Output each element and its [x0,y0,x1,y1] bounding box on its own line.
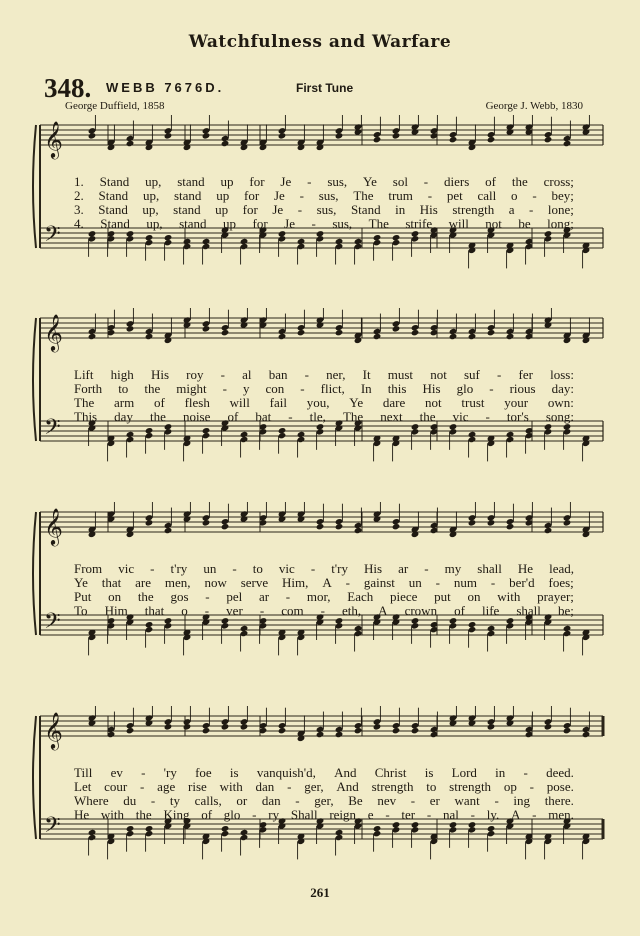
lyric-word: of [227,409,239,424]
lyric-word: of [201,807,213,822]
lyric-word: noise [182,409,211,424]
treble-clef-icon: 𝄞 [44,120,63,158]
lyric-word: ber'd [509,575,535,590]
lyric-word: Christ [374,765,407,780]
composer-credit: George J. Webb, 1830 [485,100,583,112]
lyric-word: cour [104,779,128,794]
lyric-word: with [497,589,521,604]
lyric-word: Lord [451,765,477,780]
lyric-word: Stand [98,202,128,217]
lyric-word: His [364,561,383,576]
lyric-word: dan [261,793,281,808]
lyric-word: - [485,409,490,424]
lyric-word: suf [463,367,480,382]
lyric-word: - [232,561,237,576]
lyric-word: lone; [547,202,574,217]
lyric-word: t'ry [170,561,188,576]
lyric-word: vic [278,561,295,576]
lyric-word: sus, [327,174,348,189]
lyric-word: A [511,807,521,822]
lyric-word: ger, [314,793,334,808]
lyric-word: lead, [549,561,574,576]
lyric-word: up [223,216,237,231]
lyric-word: 'ry [163,765,177,780]
lyric-word: Him [104,603,128,618]
lyric-word: - [490,575,496,590]
lyric-word: - [532,807,537,822]
lyric-word: trum [388,188,413,203]
lyric-word: next [380,409,403,424]
lyric-word: up [216,188,230,203]
lyric-block-4 [74,766,574,822]
lyric-word: - [204,603,210,618]
lyric-word: strife [405,216,433,231]
lyric-word: nev [377,793,397,808]
lyric-word: trust [461,395,485,410]
lyric-word: un [408,575,422,590]
lyric-word: must [387,367,414,382]
lyric-word: The [368,216,389,231]
lyric-word: want [454,793,480,808]
lyric-word: will [448,216,469,231]
lyric-word: up, [142,202,159,217]
lyric-word: - [532,188,537,203]
lyric-word: Lift [74,367,94,382]
lyric-word: that [144,603,165,618]
treble-clef-icon: 𝄞 [44,313,63,351]
lyric-word: 3. [74,202,84,217]
lyric-word: flict, [320,381,345,396]
lyric-word: in [395,202,406,217]
lyric-word: of [485,174,496,189]
lyric-word: for [243,188,260,203]
lyric-word: shall [516,603,541,618]
lyric-word: ry [268,807,280,822]
lyric-block-2 [74,368,574,424]
lyric-word: that [101,575,122,590]
lyric-word: this [387,381,407,396]
lyric-word: Stand [350,202,381,217]
lyric-word: foe [195,765,212,780]
lyric-word: for [242,202,258,217]
lyric-word: the [150,409,166,424]
lyric-word: - [140,779,145,794]
lyric-word: sus, [318,188,339,203]
lyric-word: - [311,216,316,231]
lyric-word: the [137,589,154,604]
lyric-word: cross; [543,174,574,189]
lyric-word: own: [547,395,574,410]
lyric-word: com [281,603,304,618]
lyric-word: His [150,367,169,382]
lyric-word: - [385,807,390,822]
lyric-word: is [229,765,239,780]
lyric-word: the [135,807,152,822]
lyric-word: - [320,603,325,618]
tune-label: First Tune [296,81,354,95]
lyric-word: of [153,395,165,410]
lyric-word: From [74,561,103,576]
lyric-word: my [444,561,462,576]
lyric-word: strength [452,202,495,217]
treble-clef-icon: 𝄞 [44,507,63,545]
lyric-word: with [100,807,125,822]
lyric-word: up [215,202,229,217]
lyric-word: His [422,381,441,396]
lyric-word: - [220,367,225,382]
lyric-word: And [336,779,359,794]
lyric-word: Put [74,589,92,604]
lyric-word: the [511,174,528,189]
lyric-word: He [74,807,90,822]
lyric-word: sol [392,174,408,189]
lyric-word: vanquish'd, [256,765,316,780]
lyric-word: ly. [486,807,500,822]
lyric-word: pel [226,589,243,604]
lyric-word: - [529,202,534,217]
lyric-word: Je [273,188,285,203]
lyric-word: vic [452,409,469,424]
lyricist-credit: George Duffield, 1858 [65,100,165,112]
lyric-word: rious [509,381,536,396]
lyric-line [74,396,574,410]
lyric-word: His [419,202,438,217]
lyric-word: not [485,216,502,231]
lyric-word: piece [389,589,418,604]
lyric-word: - [141,765,146,780]
lyric-block-3 [74,562,574,618]
lyric-block-1 [74,175,574,231]
lyric-word: prayer; [537,589,574,604]
lyric-line [74,766,574,780]
tune-name: WEBB 7676D. [106,80,225,95]
lyric-line [74,780,574,794]
lyric-word: day: [551,381,574,396]
lyric-word: ar [398,561,409,576]
lyric-word: is [424,765,434,780]
lyric-word: strength [449,779,492,794]
lyric-word: long; [547,216,574,231]
lyric-word: ger, [304,779,324,794]
lyric-word: ter [401,807,416,822]
lyric-word: there. [544,793,574,808]
lyric-word: un [203,561,217,576]
lyric-word: nal [442,807,459,822]
lyric-word: Be [348,793,363,808]
lyric-word: Till [74,765,93,780]
lyric-word: gos [170,589,189,604]
lyric-word: ver [226,603,243,618]
lyric-word: Forth [74,381,103,396]
lyric-word: reign [329,807,357,822]
lyric-word: on [108,589,122,604]
lyric-word: crown [404,603,438,618]
lyric-word: ar [258,589,270,604]
lyric-word: - [295,793,300,808]
lyric-word: - [523,765,528,780]
lyric-word: song: [545,409,574,424]
lyric-word: loss: [550,367,574,382]
lyric-word: - [489,381,494,396]
lyric-line [74,175,574,189]
lyric-word: a [508,202,515,217]
lyric-word: - [252,807,257,822]
lyric-word: Je [284,216,295,231]
lyric-line [74,808,574,822]
lyric-word: fail [269,395,287,410]
lyric-word: 2. [74,188,84,203]
lyric-word: Je [280,174,292,189]
lyric-line [74,562,574,576]
lyric-word: for [249,174,265,189]
lyric-word: you, [306,395,330,410]
lyric-word: - [427,188,433,203]
lyric-word: ev [110,765,123,780]
lyric-word: your [504,395,529,410]
lyric-word: to [252,561,263,576]
lyric-word: 4. [74,216,84,231]
lyric-word: He [517,561,534,576]
lyric-word: - [410,793,416,808]
lyric-word: diers [444,174,470,189]
lyric-word: du [123,793,137,808]
lyric-word: - [259,603,265,618]
lyric-word: tle, [309,409,326,424]
lyric-word: shall [477,561,502,576]
lyric-word: ty [169,793,181,808]
lyric-word: Shall [290,807,318,822]
lyric-word: men, [164,575,191,590]
lyric-word: A [322,575,332,590]
lyric-word: glo [223,807,241,822]
lyric-word: the [419,409,436,424]
lyric-word: ban [268,367,288,382]
lyric-word: al [242,367,252,382]
lyric-word: sus, [316,202,337,217]
lyric-word: deed. [546,765,574,780]
lyric-word: A [378,603,388,618]
lyric-word: life [481,603,500,618]
lyric-word: rise [188,779,207,794]
lyric-word: age [157,779,176,794]
lyric-line [74,217,574,231]
lyric-word: Je [272,202,284,217]
lyric-word: dare [382,395,406,410]
lyric-word: Him, [282,575,309,590]
lyric-word: gainst [363,575,395,590]
lyric-word: - [285,589,291,604]
lyric-word: - [222,381,227,396]
lyric-word: Stand [98,188,129,203]
lyric-word: op [503,779,517,794]
lyric-word: - [304,367,309,382]
brace [33,125,36,248]
lyric-word: o [181,603,188,618]
lyric-word: t'ry [331,561,348,576]
lyric-word: tor's [506,409,529,424]
lyric-line [74,189,574,203]
lyric-word: of [454,603,465,618]
treble-clef-icon: 𝄞 [44,711,63,749]
lyric-word: In [360,381,372,396]
lyric-word: up, [142,188,160,203]
lyric-word: This [74,409,98,424]
lyric-word: 1. [74,174,84,189]
lyric-word: sus, [332,216,353,231]
lyric-word: glo [456,381,474,396]
lyric-word: And [334,765,357,780]
lyric-line [74,604,574,618]
lyric-word: e [367,807,374,822]
bass-clef-icon: 𝄢 [44,222,61,252]
lyric-line [74,410,574,424]
lyric-word: - [494,793,499,808]
lyric-word: To [74,603,88,618]
lyric-word: the [144,381,161,396]
lyric-word: stand [173,188,202,203]
lyric-word: ner, [326,367,346,382]
lyric-word: - [299,188,304,203]
lyric-word: stand [179,216,207,231]
lyric-word: o [511,188,518,203]
lyric-word: not [430,367,447,382]
lyric-word: mor, [306,589,331,604]
lyric-word: vic [118,561,135,576]
lyric-word: - [310,561,316,576]
lyric-line [74,203,574,217]
lyric-word: day [114,409,133,424]
lyric-word: stand [173,202,201,217]
lyric-line [74,382,574,396]
lyric-word: to [118,381,129,396]
lyric-word: will [229,395,250,410]
lyric-word: might [176,381,207,396]
lyric-word: flesh [184,395,210,410]
lyric-word: strength [371,779,414,794]
brace [33,716,36,839]
lyric-word: not [425,395,442,410]
lyric-word: pose. [546,779,574,794]
lyric-word: serve [240,575,269,590]
lyric-word: for [252,216,268,231]
lyric-word: now [204,575,227,590]
lyric-word: be; [557,603,574,618]
lyric-word: up, [146,216,163,231]
lyric-word: on [467,589,481,604]
lyric-word: - [345,575,350,590]
lyric-word: - [150,561,155,576]
lyric-word: Ye [363,174,377,189]
lyric-word: King [163,807,190,822]
lyric-word: - [435,575,441,590]
lyric-line [74,368,574,382]
lyric-word: ing [513,793,531,808]
lyric-word: con [265,381,285,396]
lyric-word: - [423,174,429,189]
lyric-word: eth, [341,603,362,618]
lyric-word: be [518,216,531,231]
lyric-line [74,794,574,808]
lyric-word: bat [255,409,272,424]
page-number: 261 [310,885,330,900]
lyric-word: The [74,395,95,410]
lyric-word: The [353,188,374,203]
lyric-word: in [495,765,506,780]
lyric-word: - [470,807,475,822]
lyric-word: - [297,202,303,217]
hymn-number: 348. [44,73,92,103]
lyric-word: are [135,575,152,590]
lyric-word: Each [347,589,374,604]
lyric-word: Ye [349,395,364,410]
lyric-word: men. [548,807,574,822]
lyric-word: up [220,174,234,189]
lyric-word: to [426,779,437,794]
lyric-word: - [426,807,432,822]
lyric-word: bey; [551,188,574,203]
lyric-word: - [150,793,156,808]
lyric-word: The [342,409,364,424]
section-title: Watchfulness and Warfare [188,32,452,52]
lyric-word: - [287,779,292,794]
bass-clef-icon: 𝄢 [44,415,61,445]
brace [33,512,36,635]
lyric-word: stand [177,174,205,189]
lyric-word: dan [255,779,275,794]
lyric-word: Stand [99,174,130,189]
lyric-word: with [219,779,243,794]
lyric-word: - [529,779,534,794]
lyric-word: It [362,367,371,382]
lyric-word: - [424,561,429,576]
lyric-line [74,590,574,604]
lyric-word: Let [74,779,92,794]
lyric-word: - [288,409,293,424]
brace [33,318,36,441]
lyric-word: calls, [194,793,222,808]
lyric-word: foes; [548,575,574,590]
lyric-word: Where [74,793,109,808]
bass-clef-icon: 𝄢 [44,609,61,639]
lyric-word: pet [446,188,463,203]
lyric-word: put [434,589,451,604]
lyric-word: roy [186,367,204,382]
lyric-word: - [307,174,312,189]
lyric-word: up, [145,174,162,189]
bass-clef-icon: 𝄢 [44,813,61,843]
lyric-word: - [205,589,210,604]
lyric-word: or [236,793,248,808]
lyric-word: Stand [100,216,130,231]
lyric-word: num [453,575,478,590]
lyric-word: call [477,188,497,203]
lyric-line [74,576,574,590]
lyric-word: - [300,381,305,396]
lyric-word: y [242,381,250,396]
lyric-word: Ye [74,575,88,590]
lyric-word: - [497,367,502,382]
lyric-word: fer [518,367,533,382]
lyric-word: er [429,793,440,808]
lyric-word: high [110,367,134,382]
lyric-word: arm [113,395,135,410]
